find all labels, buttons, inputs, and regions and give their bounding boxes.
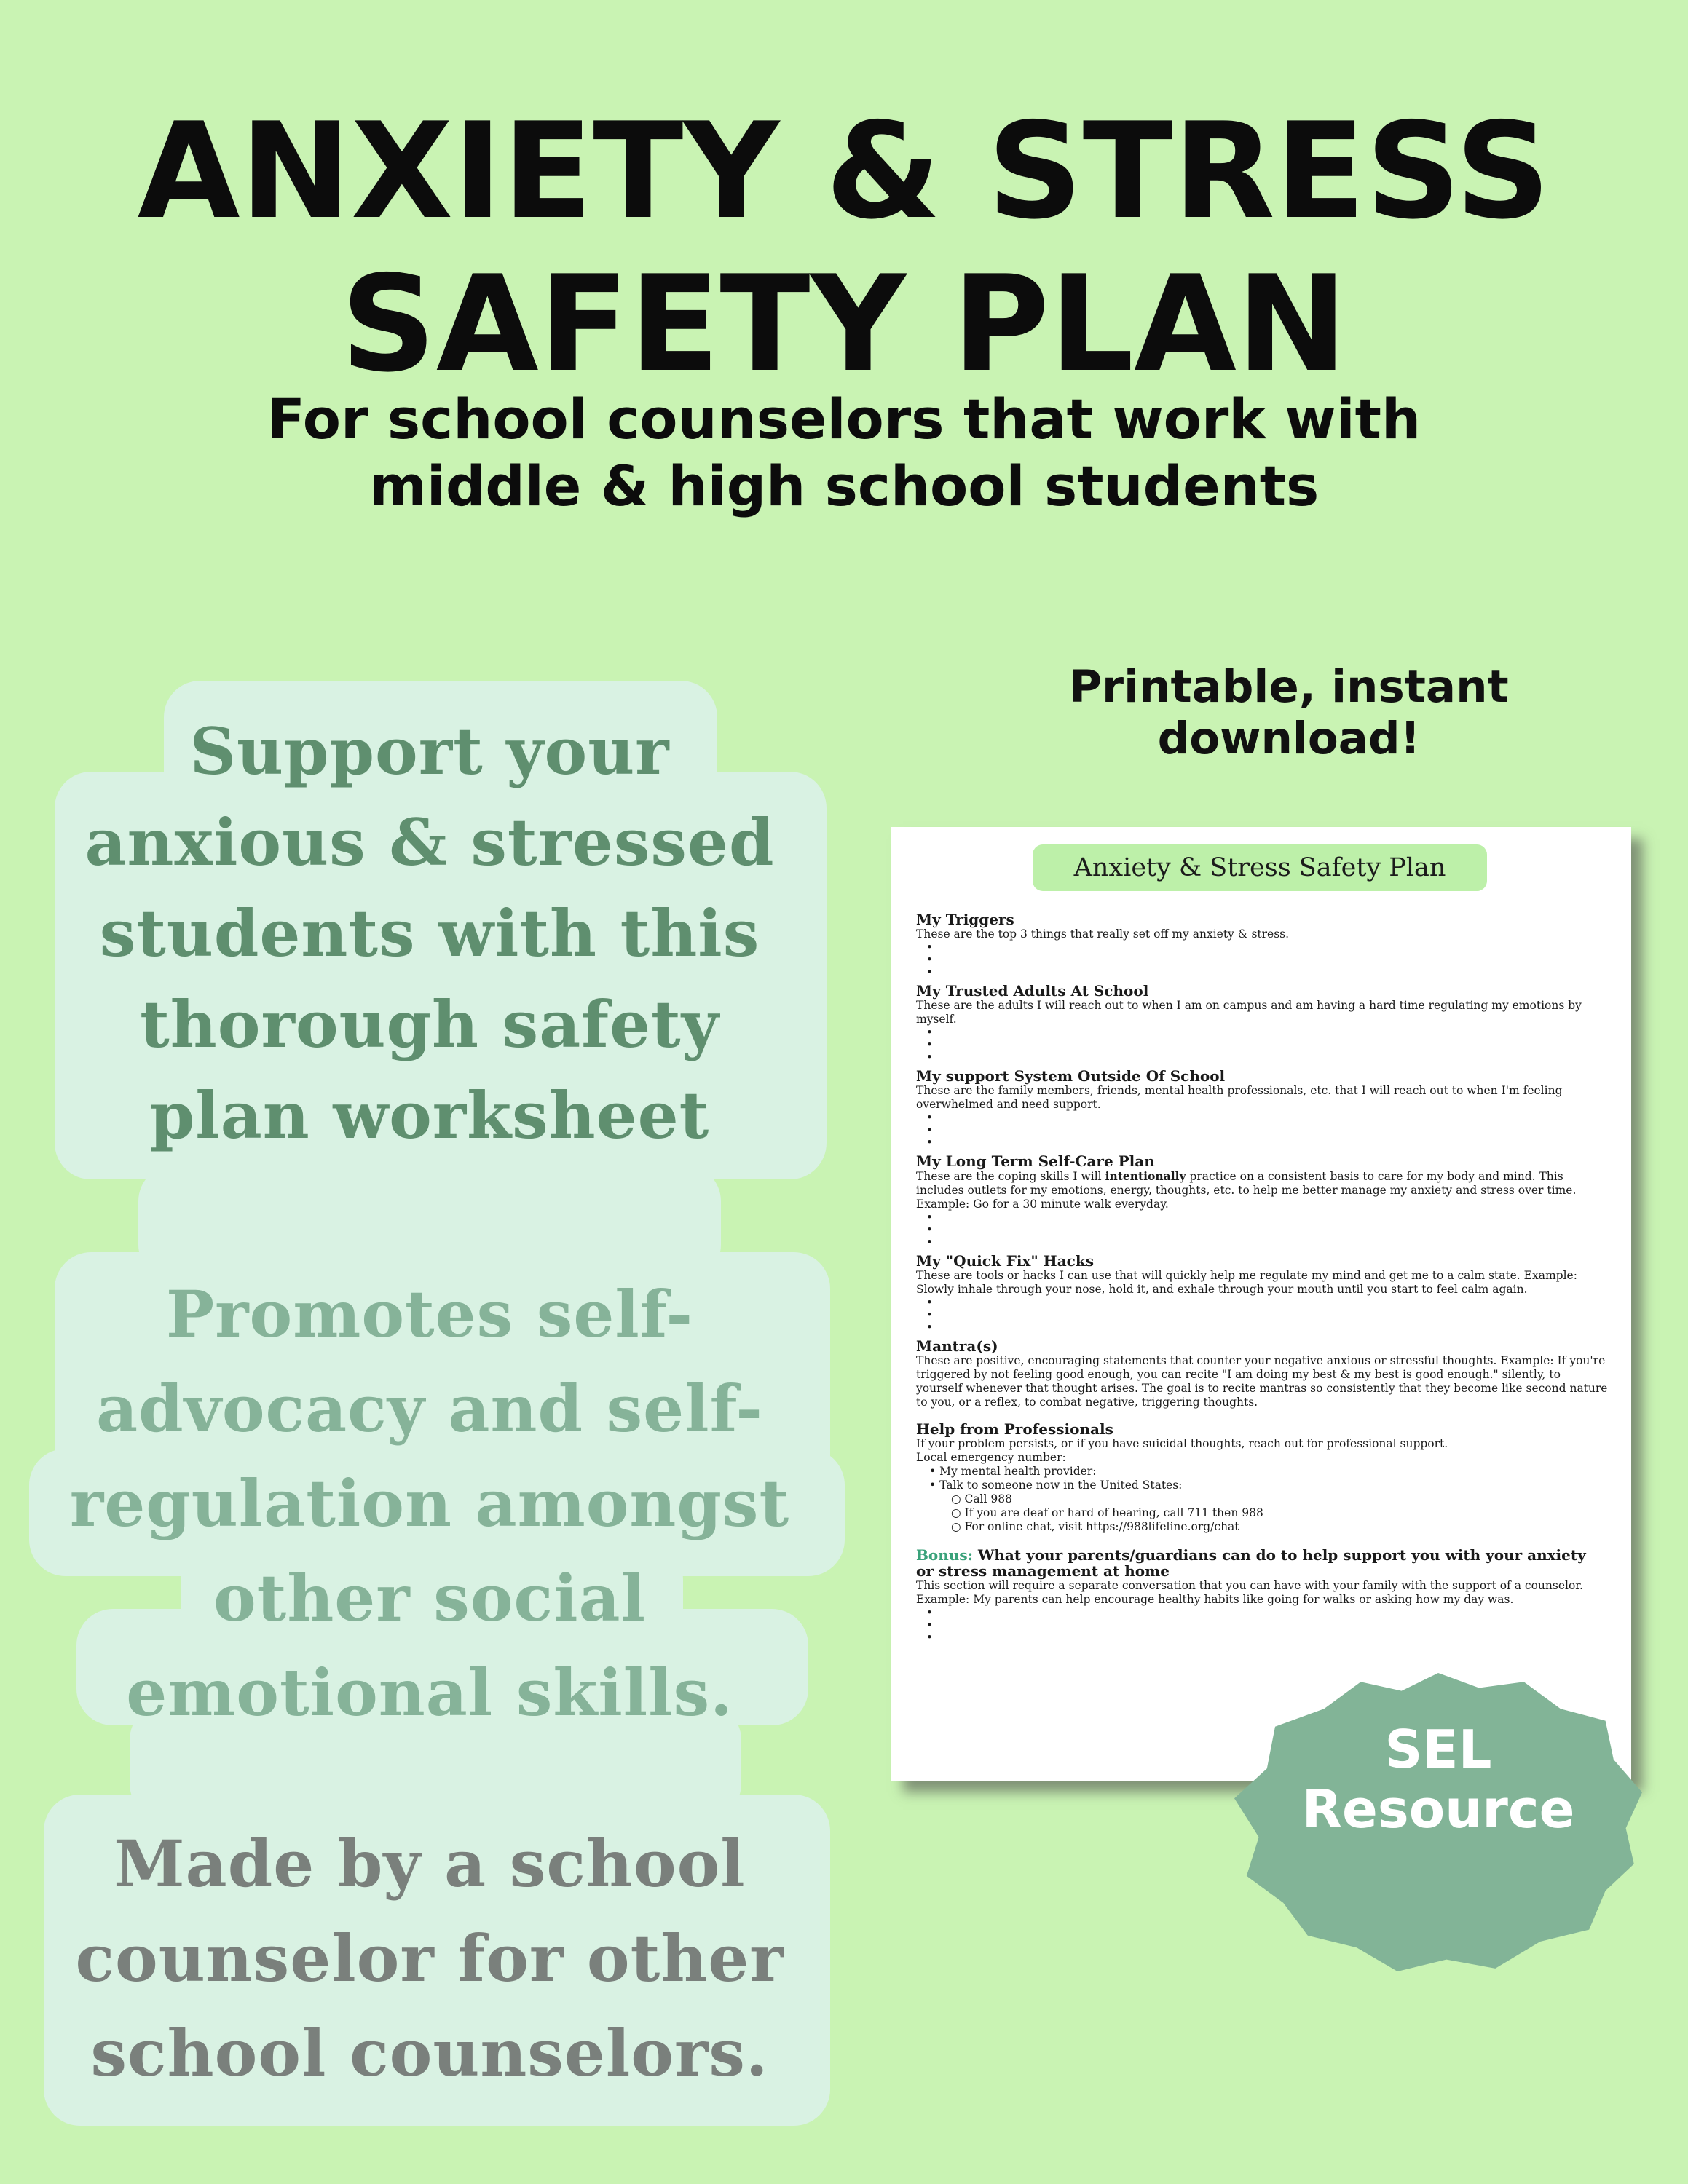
list-item: ○ If you are deaf or hard of hearing, call 711 then 988: [951, 1506, 1263, 1519]
bullet: •: [926, 965, 933, 978]
pitch-line: students with this: [99, 895, 760, 971]
bullet: •: [926, 1123, 933, 1136]
section-heading: Help from Professionals: [916, 1420, 1113, 1438]
bullet: •: [926, 1211, 933, 1224]
bullet: •: [926, 1235, 933, 1249]
pitch-line: Made by a school: [114, 1826, 746, 1902]
bullet: •: [926, 1308, 933, 1321]
section-heading: My "Quick Fix" Hacks: [916, 1252, 1094, 1270]
title-line-2: SAFETY PLAN: [340, 247, 1348, 401]
section-heading: My Triggers: [916, 911, 1014, 928]
list-item: • My mental health provider:: [929, 1465, 1097, 1478]
subtitle-line-2: middle & high school students: [368, 454, 1320, 518]
bullet: •: [926, 1223, 933, 1236]
pitch-line: plan worksheet: [149, 1077, 710, 1153]
pitch-support: [29, 706, 830, 1161]
subtitle-line-1: For school counselors that work with: [267, 387, 1421, 451]
pitch-line: advocacy and self-: [96, 1371, 763, 1447]
page-subtitle: [0, 386, 1688, 520]
pitch-promotes: [29, 1267, 830, 1740]
desc-part: These are the coping skills I will: [916, 1170, 1105, 1183]
worksheet-title: Anxiety & Stress Safety Plan: [1033, 844, 1487, 891]
bullet: •: [926, 1111, 933, 1124]
bullet: •: [926, 1136, 933, 1149]
badge-line-2: Resource: [1301, 1779, 1575, 1840]
bullet: •: [926, 1296, 933, 1309]
sel-badge-label: [1234, 1720, 1642, 1839]
section-description: [916, 1169, 1608, 1211]
section-heading: My support System Outside Of School: [916, 1067, 1226, 1085]
bullet: •: [926, 1321, 933, 1334]
section-description: These are the family members, friends, mental health professionals, etc. that I will reach out to when I'm feeling overwhelmed and need support.: [916, 1084, 1563, 1111]
badge-line-1: SEL: [1384, 1719, 1492, 1780]
bullet: •: [926, 1051, 933, 1064]
desc-part: practice on a consistent basis to care for my body and mind. This includes outlets for my emotions, energy, thoughts, etc. to help me better manage my anxiety and stress over time. Example: Go for a 30 minute walk everyday.: [916, 1170, 1577, 1211]
pitch-line: regulation amongst: [69, 1465, 790, 1541]
list-item: ○ Call 988: [951, 1492, 1012, 1506]
pitch-line: other social: [213, 1560, 646, 1636]
bullet: •: [926, 941, 933, 954]
section-description: These are positive, encouraging statements that counter your negative anxious or stressful thoughts. Example: If you're triggered by not feeling good enough, you can recite "I am doing my best & my best is good enough." silently, to yourself whenever that thought arises. The goal is to recite mantras so consistently that they become like second nature to you, or a reflex, to combat negative, triggering thoughts.: [916, 1354, 1608, 1409]
bonus-label: Bonus:: [916, 1546, 973, 1564]
title-line-1: ANXIETY & STRESS: [137, 94, 1551, 248]
pitch-line: emotional skills.: [126, 1655, 733, 1730]
page-title: [0, 95, 1688, 400]
bonus-heading: Bonus: What your parents/guardians can do to help support you with your anxiety or stress management at home: [916, 1546, 1586, 1580]
section-description: These are the adults I will reach out to when I am on campus and am having a hard time regulating my emotions by myself.: [916, 999, 1582, 1026]
pitch-line: Support your: [189, 713, 670, 789]
section-description: These are tools or hacks I can use that will quickly help me regulate my mind and get me to a calm state. Example: Slowly inhale through your nose, hold it, and exhale through your mouth until you start to feel calm again.: [916, 1269, 1577, 1296]
section-heading: My Trusted Adults At School: [916, 982, 1149, 1000]
section-heading: Mantra(s): [916, 1337, 998, 1355]
bullet: •: [926, 1618, 933, 1631]
bullet: •: [926, 1026, 933, 1039]
desc-emphasis: intentionally: [1105, 1169, 1186, 1183]
worksheet-preview: [891, 827, 1631, 1781]
pitch-line: anxious & stressed: [84, 804, 775, 880]
worksheet-body: [916, 907, 1608, 1644]
local-emergency-label: Local emergency number:: [916, 1451, 1066, 1464]
bullet: •: [926, 1606, 933, 1619]
pitch-line: Promotes self-: [165, 1276, 694, 1352]
pitch-line: counselor for other: [75, 1920, 784, 1996]
section-description: These are the top 3 things that really set off my anxiety & stress.: [916, 927, 1290, 941]
section-description: If your problem persists, or if you have suicidal thoughts, reach out for professional support.: [916, 1437, 1448, 1450]
bullet: •: [926, 1631, 933, 1644]
pitch-line: thorough safety: [140, 986, 719, 1062]
list-item: ○ For online chat, visit https://988lifeline.org/chat: [951, 1520, 1239, 1533]
bullet: •: [926, 1038, 933, 1051]
section-heading: My Long Term Self-Care Plan: [916, 1152, 1155, 1170]
pitch-made-by: [29, 1816, 830, 2100]
pitch-line: school counselors.: [90, 2015, 769, 2091]
section-description: This section will require a separate conversation that you can have with your family with the support of a counselor. Example: My parents can help encourage healthy habits like going for walks or asking how my day was.: [916, 1579, 1583, 1606]
bullet: •: [926, 953, 933, 966]
list-item: • Talk to someone now in the United States:: [929, 1479, 1183, 1492]
printable-label: Printable, instant download!: [1069, 661, 1509, 764]
